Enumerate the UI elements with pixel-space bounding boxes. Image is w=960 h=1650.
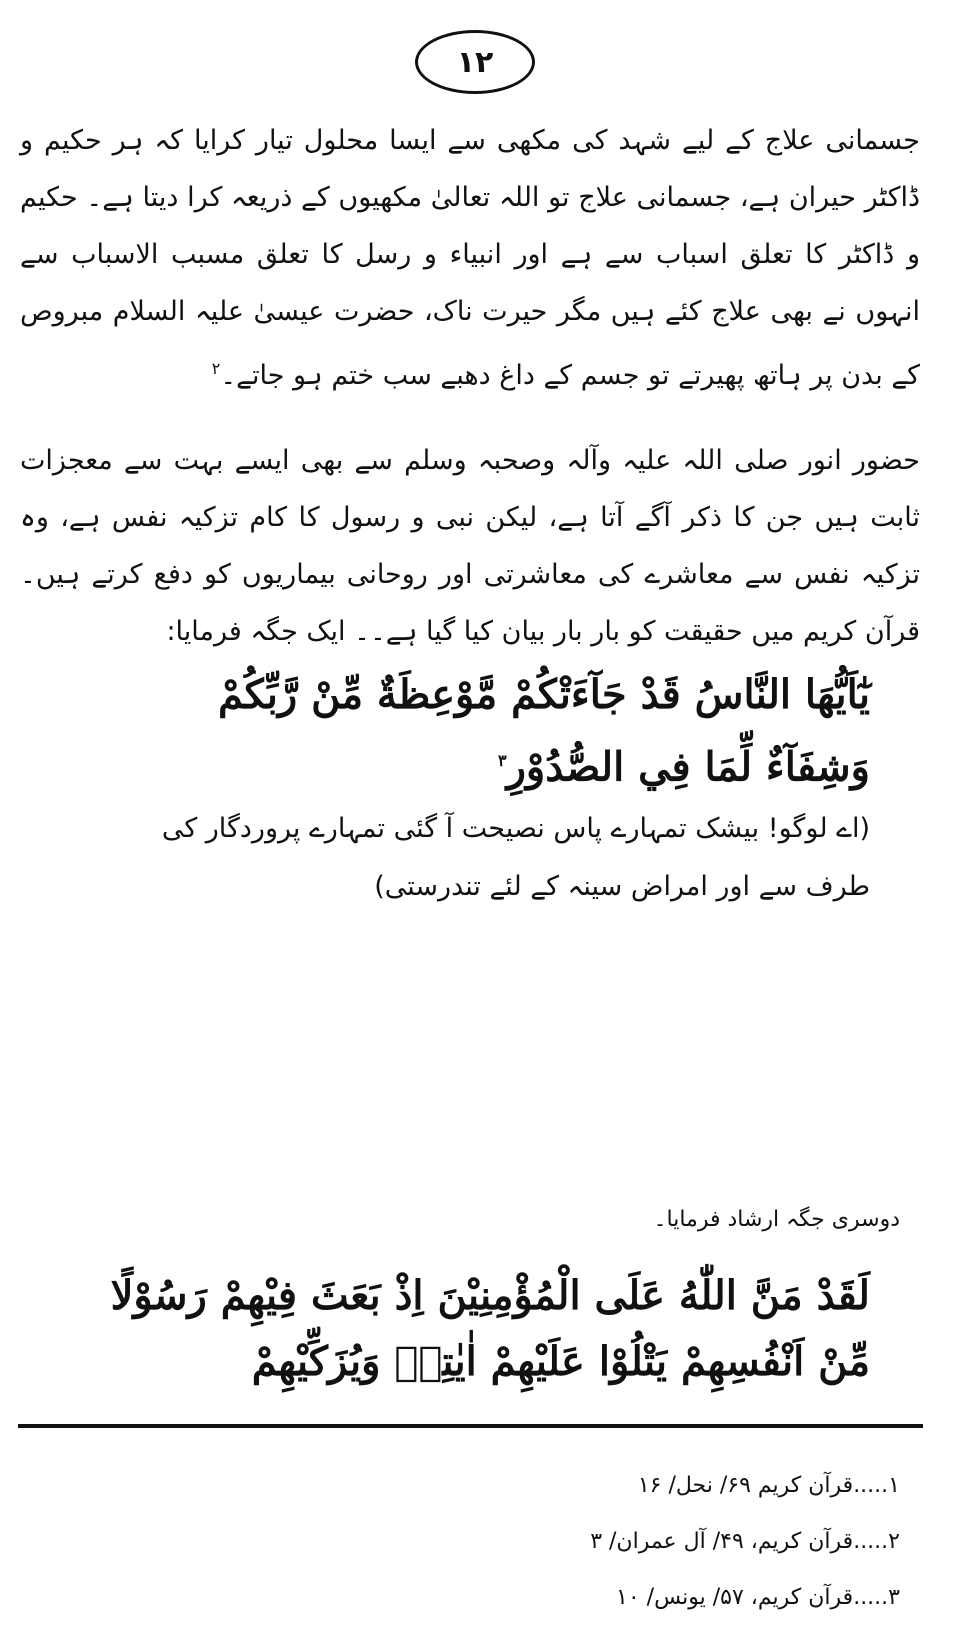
quran-verse-2-line-1: لَقَدْ مَنَّ اللّٰهُ عَلَى الْمُؤْمِنِيْنَ اِذْ بَعَثَ فِيْهِمْ رَسُوْلًا <box>110 1272 870 1319</box>
verse-1-translation <box>110 800 870 916</box>
paragraph-2-line-3: معاشرے کی معاشرتی اور روحانی بیماریوں کو دفع کرتے ہیں۔ قرآن کریم میں <box>20 559 920 647</box>
footnotes-list <box>400 1458 900 1626</box>
quran-verse-1 <box>100 662 870 794</box>
paragraph-1 <box>20 112 920 404</box>
quran-verse-1-line-2-text: وَشِفَآءٌ لِّمَا فِي الصُّدُوْرِ <box>506 743 870 791</box>
footnote-divider <box>18 1424 923 1428</box>
quran-verse-2 <box>60 1263 870 1395</box>
paragraph-2 <box>20 432 920 660</box>
paragraph-1-line-4: حیرت ناک، حضرت عیسیٰ علیہ السلام مبروص کے بدن پر ہاتھ پھیرتے تو جسم کے داغ <box>20 296 920 391</box>
footnote-3: ۳.....قرآن کریم، ۵۷/ یونس/ ۱۰ <box>616 1585 900 1610</box>
paragraph-1-line-3: سے ہے اور انبیاء و رسل کا تعلق مسبب الاسباب سے انہوں نے بھی علاج کئے ہیں مگر <box>20 239 921 327</box>
paragraph-1-line-1: جسمانی علاج کے لیے شہد کی مکھی سے ایسا محلول تیار کرایا کہ ہر حکیم و ڈاکٹر حیران ہے، <box>20 125 920 213</box>
footnote-1: ۱.....قرآن کریم ۶۹/ نحل/ ۱۶ <box>637 1473 900 1498</box>
paragraph-2-line-2: ہیں جن کا ذکر آگے آتا ہے، لیکن نبی و رسول کا کام تزکیہ نفس ہے، وہ تزکیہ نفس سے <box>20 502 920 590</box>
verse-2-intro: دوسری جگہ ارشاد فرمایا۔ <box>653 1207 900 1232</box>
footnote-ref-3: ۳ <box>497 751 507 770</box>
translation-line-2: طرف سے اور امراض سینہ کے لئے تندرستی) <box>374 871 870 902</box>
footnote-2: ۲.....قرآن کریم، ۴۹/ آل عمران/ ۳ <box>590 1529 900 1554</box>
paragraph-1-line-5: دھبے سب ختم ہو جاتے۔ <box>220 360 491 391</box>
paragraph-1-line-2: جسمانی علاج تو اللہ تعالیٰ مکھیوں کے ذریعہ کرا دیتا ہے۔ حکیم و ڈاکٹر کا تعلق اسباب <box>20 182 920 270</box>
footnote-ref-2: ۲ <box>211 359 221 378</box>
quran-verse-2-line-2: مِّنْ اَنْفُسِهِمْ يَتْلُوْا عَلَيْهِمْ اٰيٰتِهٖ وَيُزَكِّيْهِمْ <box>251 1338 870 1385</box>
paragraph-2-line-1: حضور انور صلی اللہ علیہ وآلہ وصحبہ وسلم سے بھی ایسے بہت سے معجزات ثابت <box>20 445 921 533</box>
page-number: ۱۲ <box>415 30 535 94</box>
translation-line-1: (اے لوگو! بیشک تمہارے پاس نصیحت آ گئی تمہارے پروردگار کی <box>161 813 870 844</box>
paragraph-2-line-4: حقیقت کو بار بار بیان کیا گیا ہے۔۔ ایک جگہ فرمایا: <box>166 616 743 647</box>
quran-verse-1-line-2 <box>100 728 870 794</box>
quran-verse-1-line-1: يٰٓاَيُّهَا النَّاسُ قَدْ جَآءَتْكُمْ مَّوْعِظَةٌ مِّنْ رَّبِّكُمْ <box>218 671 870 718</box>
